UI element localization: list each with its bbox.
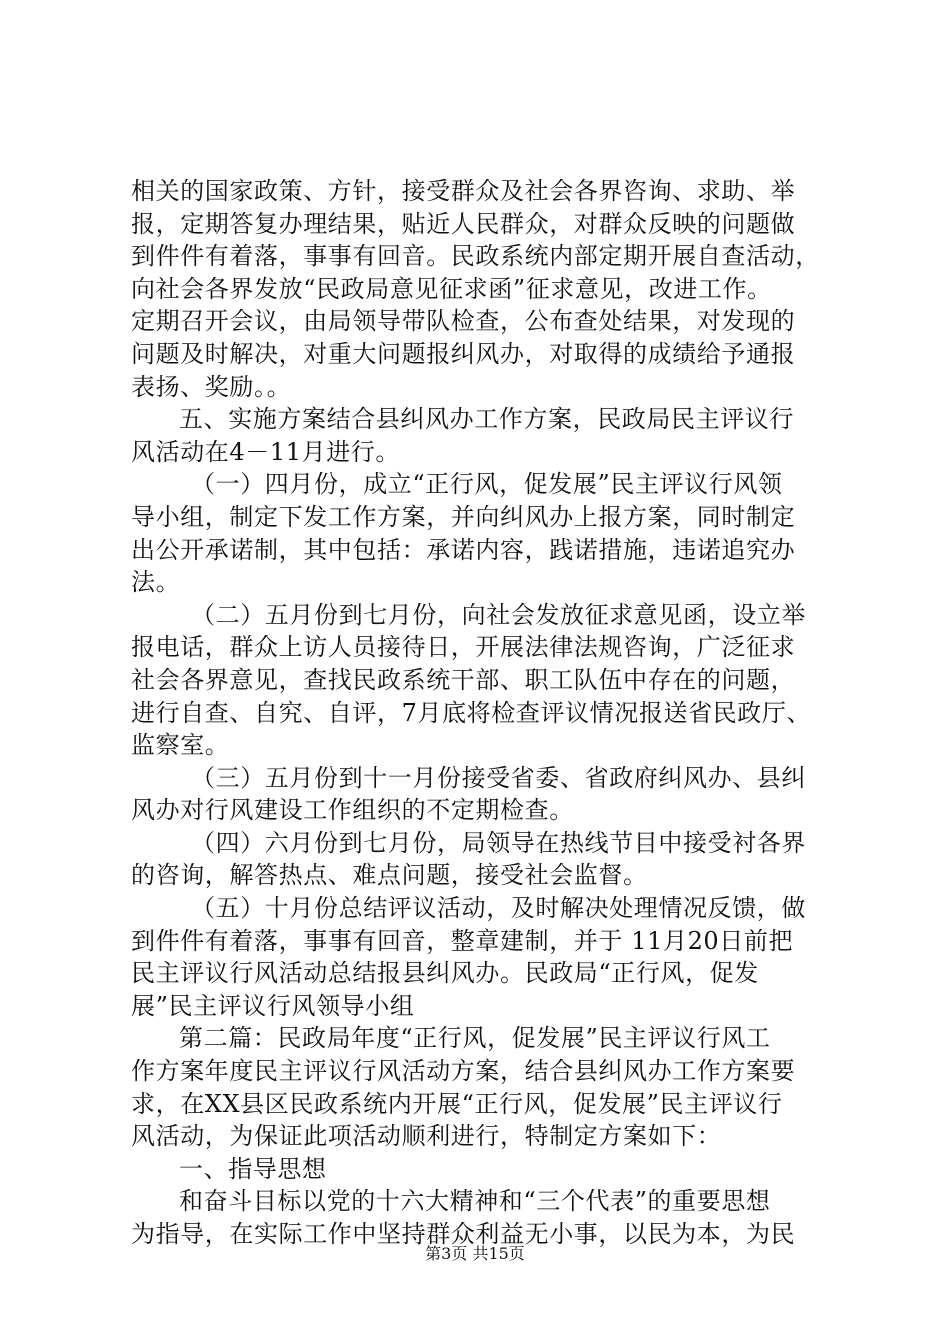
text-line: 为指导，在实际工作中坚持群众利益无小事，以民为本，为民: [131, 1220, 796, 1248]
list-item: （二）五月份到七月份，向社会发放征求意见函，设立举: [191, 600, 806, 629]
text-line: 向社会各界发放“民政局意见征求函”征求意见，改进工作。: [131, 274, 772, 303]
text-line: 求，在XX县区民政系统内开展“正行风，促发展”民主评议行: [131, 1089, 783, 1118]
text-line: 报电话，群众上访人员接待日，开展法律法规咨询，广泛征求: [131, 633, 796, 662]
list-item: （一）四月份，成立“正行风，促发展”民主评议行风领: [191, 470, 783, 499]
text-line: 社会各界意见，查找民政系统干部、职工队伍中存在的问题，: [131, 665, 796, 694]
document-body: [131, 175, 831, 1251]
section-heading: 五、实施方案结合县纠风办工作方案，民政局民主评议行: [179, 405, 794, 434]
text-line: 定期召开会议，由局领导带队检查，公布查处结果，对发现的: [131, 307, 796, 336]
text-line: 的咨询，解答热点、难点问题，接受社会监督。: [131, 861, 648, 890]
text-line: 报，定期答复办理结果，贴近人民群众，对群众反映的问题做: [131, 209, 796, 238]
list-item: （五）十月份总结评议活动，及时解决处理情况反馈，做: [191, 894, 806, 923]
text-line: 展”民主评议行风领导小组: [131, 991, 415, 1020]
text-line: 导小组，制定下发工作方案，并向纠风办上报方案，同时制定: [131, 502, 796, 531]
list-item: （四）六月份到七月份，局领导在热线节目中接受衬各界: [191, 828, 806, 857]
page-number-footer: 第3页 共15页: [425, 1244, 525, 1263]
text-line: 到件件有着落，事事有回音。民政系统内部定期开展自查活动，: [131, 242, 820, 271]
text-line: 法。: [131, 568, 181, 597]
chapter-heading: 第二篇：民政局年度“正行风，促发展”民主评议行风工: [179, 1024, 771, 1053]
text-line: 出公开承诺制，其中包括：承诺内容，践诺措施，违诺追究办: [131, 535, 796, 564]
text-line: 到件件有着落，事事有回音，整章建制，并于 11月20日前把: [131, 926, 794, 955]
text-line: 和奋斗目标以党的十六大精神和“三个代表”的重要思想: [179, 1187, 771, 1216]
text-line: 风办对行风建设工作组织的不定期检查。: [131, 796, 574, 825]
text-line: 表扬、奖励。。: [131, 372, 292, 401]
text-line: 监察室。: [131, 731, 230, 760]
text-line: 风活动在4－11月进行。: [131, 437, 401, 466]
text-line: 相关的国家政策、方针，接受群众及社会各界咨询、求助、举: [131, 177, 796, 205]
list-item: （三）五月份到十一月份接受省委、省政府纠风办、县纠: [191, 763, 806, 792]
text-line: 问题及时解决，对重大问题报纠风办，对取得的成绩给予通报: [131, 339, 796, 368]
section-heading: 一、指导思想: [179, 1154, 327, 1183]
text-line: 民主评议行风活动总结报县纠风办。民政局“正行风，促发: [131, 959, 759, 988]
text-line: 进行自查、自究、自评，7月底将检查评议情况报送省民政厅、: [131, 698, 812, 727]
text-line: 作方案年度民主评议行风活动方案，结合县纠风办工作方案要: [131, 1057, 796, 1086]
text-line: 风活动，为保证此项活动顺利进行，特制定方案如下：: [131, 1122, 722, 1151]
